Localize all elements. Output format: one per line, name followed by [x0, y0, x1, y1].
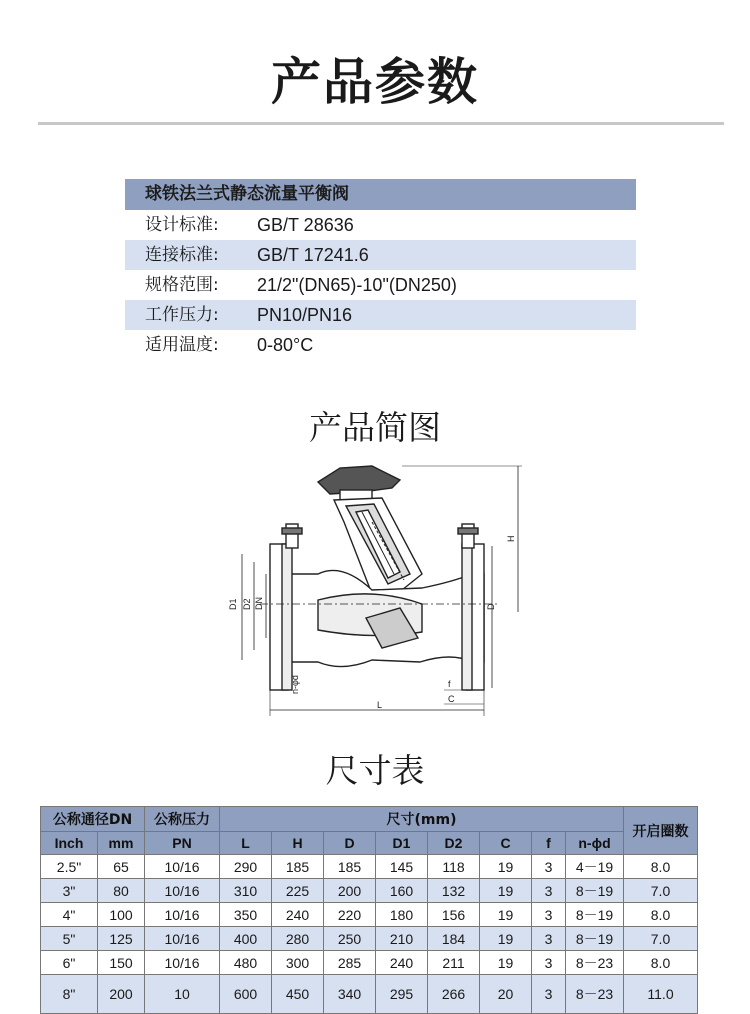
- table-cell: 3: [532, 879, 566, 903]
- table-cell: 185: [324, 855, 376, 879]
- table-row: [41, 951, 698, 975]
- table-cell: 10/16: [145, 927, 220, 951]
- spec-row: [125, 300, 636, 330]
- table-cell: 80: [98, 879, 145, 903]
- spec-value: 21/2"(DN65)-10"(DN250): [257, 275, 457, 295]
- table-row: [41, 855, 698, 879]
- table-cell: 3: [532, 975, 566, 1014]
- label-f: f: [448, 679, 451, 689]
- header-turns: 开启圈数: [624, 807, 698, 855]
- table-cell: 10/16: [145, 951, 220, 975]
- table-cell: 3: [532, 855, 566, 879]
- table-row: [41, 903, 698, 927]
- table-cell: 240: [272, 903, 324, 927]
- header-pressure: 公称压力: [145, 807, 220, 832]
- spec-table: [125, 179, 636, 360]
- table-cell: 280: [272, 927, 324, 951]
- table-cell: 220: [324, 903, 376, 927]
- spec-label: 适用温度:: [145, 335, 219, 355]
- table-cell: 8.0: [624, 903, 698, 927]
- table-cell: 480: [220, 951, 272, 975]
- table-cell: 250: [324, 927, 376, 951]
- sketch-title: 产品简图: [309, 408, 441, 447]
- table-cell: 285: [324, 951, 376, 975]
- header-col: H: [272, 832, 324, 855]
- table-cell: 200: [98, 975, 145, 1014]
- table-cell: 185: [272, 855, 324, 879]
- table-cell: 310: [220, 879, 272, 903]
- header-col: D2: [428, 832, 480, 855]
- table-cell: 266: [428, 975, 480, 1014]
- table-cell: 211: [428, 951, 480, 975]
- header-col: D1: [376, 832, 428, 855]
- table-cell: 4": [41, 903, 98, 927]
- table-cell: 125: [98, 927, 145, 951]
- table-cell: 10: [145, 975, 220, 1014]
- table-cell: 295: [376, 975, 428, 1014]
- table-cell: 19: [480, 903, 532, 927]
- table-cell: 20: [480, 975, 532, 1014]
- table-cell: 19: [480, 951, 532, 975]
- spec-row: [125, 240, 636, 270]
- header-size: 尺寸(mm): [220, 807, 624, 832]
- table-cell: 300: [272, 951, 324, 975]
- header-col: C: [480, 832, 532, 855]
- table-cell: 6": [41, 951, 98, 975]
- header-col: L: [220, 832, 272, 855]
- table-cell: 8－23: [566, 951, 624, 975]
- label-dn: DN: [254, 597, 264, 610]
- spec-value: GB/T 17241.6: [257, 245, 369, 265]
- table-cell: 8－23: [566, 975, 624, 1014]
- title-divider: [38, 122, 724, 125]
- table-cell: 8": [41, 975, 98, 1014]
- header-nominal: 公称通径DN: [41, 807, 145, 832]
- table-cell: 400: [220, 927, 272, 951]
- spec-value: PN10/PN16: [257, 305, 353, 325]
- table-cell: 11.0: [624, 975, 698, 1014]
- table-cell: 19: [480, 927, 532, 951]
- table-cell: 10/16: [145, 879, 220, 903]
- spec-value: 0-80°C: [257, 335, 314, 355]
- label-l: L: [377, 700, 383, 710]
- table-cell: 350: [220, 903, 272, 927]
- dimension-table: [40, 806, 698, 1014]
- table-cell: 100: [98, 903, 145, 927]
- table-cell: 3: [532, 927, 566, 951]
- table-row: [41, 975, 698, 1014]
- table-cell: 2.5": [41, 855, 98, 879]
- table-cell: 8－19: [566, 879, 624, 903]
- table-cell: 8.0: [624, 855, 698, 879]
- table-cell: 225: [272, 879, 324, 903]
- spec-header: 球铁法兰式静态流量平衡阀: [125, 179, 636, 210]
- table-cell: 65: [98, 855, 145, 879]
- spec-label: 连接标准:: [145, 245, 219, 265]
- table-cell: 290: [220, 855, 272, 879]
- table-cell: 180: [376, 903, 428, 927]
- table-cell: 160: [376, 879, 428, 903]
- table-cell: 3: [532, 951, 566, 975]
- label-nphi: n-φd: [290, 675, 300, 694]
- table-cell: 600: [220, 975, 272, 1014]
- spec-row: [125, 210, 636, 240]
- header-pn: PN: [145, 832, 220, 855]
- spec-label: 设计标准:: [145, 215, 219, 235]
- label-c: C: [448, 694, 455, 704]
- valve-drawing: [222, 462, 532, 718]
- table-cell: 3": [41, 879, 98, 903]
- page-title: 产品参数: [271, 53, 479, 111]
- label-d: D: [486, 603, 496, 610]
- table-cell: 10/16: [145, 855, 220, 879]
- spec-row: [125, 270, 636, 300]
- header-mm: mm: [98, 832, 145, 855]
- table-cell: 8－19: [566, 903, 624, 927]
- table-cell: 4－19: [566, 855, 624, 879]
- header-inch: Inch: [41, 832, 98, 855]
- label-d2: D2: [242, 598, 252, 610]
- dim-title: 尺寸表: [325, 751, 425, 790]
- table-cell: 8.0: [624, 951, 698, 975]
- table-cell: 184: [428, 927, 480, 951]
- table-cell: 200: [324, 879, 376, 903]
- header-col: D: [324, 832, 376, 855]
- spec-row: [125, 330, 636, 360]
- table-cell: 156: [428, 903, 480, 927]
- table-cell: 10/16: [145, 903, 220, 927]
- header-col: n-ϕd: [566, 832, 624, 855]
- table-cell: 240: [376, 951, 428, 975]
- table-cell: 145: [376, 855, 428, 879]
- label-d1: D1: [228, 598, 238, 610]
- table-cell: 132: [428, 879, 480, 903]
- header-col: f: [532, 832, 566, 855]
- spec-label: 工作压力:: [145, 305, 219, 325]
- table-row: [41, 927, 698, 951]
- table-cell: 7.0: [624, 927, 698, 951]
- table-cell: 340: [324, 975, 376, 1014]
- table-cell: 118: [428, 855, 480, 879]
- table-cell: 3: [532, 903, 566, 927]
- table-cell: 19: [480, 855, 532, 879]
- table-cell: 5": [41, 927, 98, 951]
- table-cell: 7.0: [624, 879, 698, 903]
- table-cell: 19: [480, 879, 532, 903]
- table-cell: 210: [376, 927, 428, 951]
- table-row: [41, 879, 698, 903]
- table-cell: 8－19: [566, 927, 624, 951]
- spec-label: 规格范围:: [145, 275, 219, 295]
- table-cell: 150: [98, 951, 145, 975]
- label-h: H: [506, 535, 516, 542]
- table-cell: 450: [272, 975, 324, 1014]
- spec-value: GB/T 28636: [257, 215, 354, 235]
